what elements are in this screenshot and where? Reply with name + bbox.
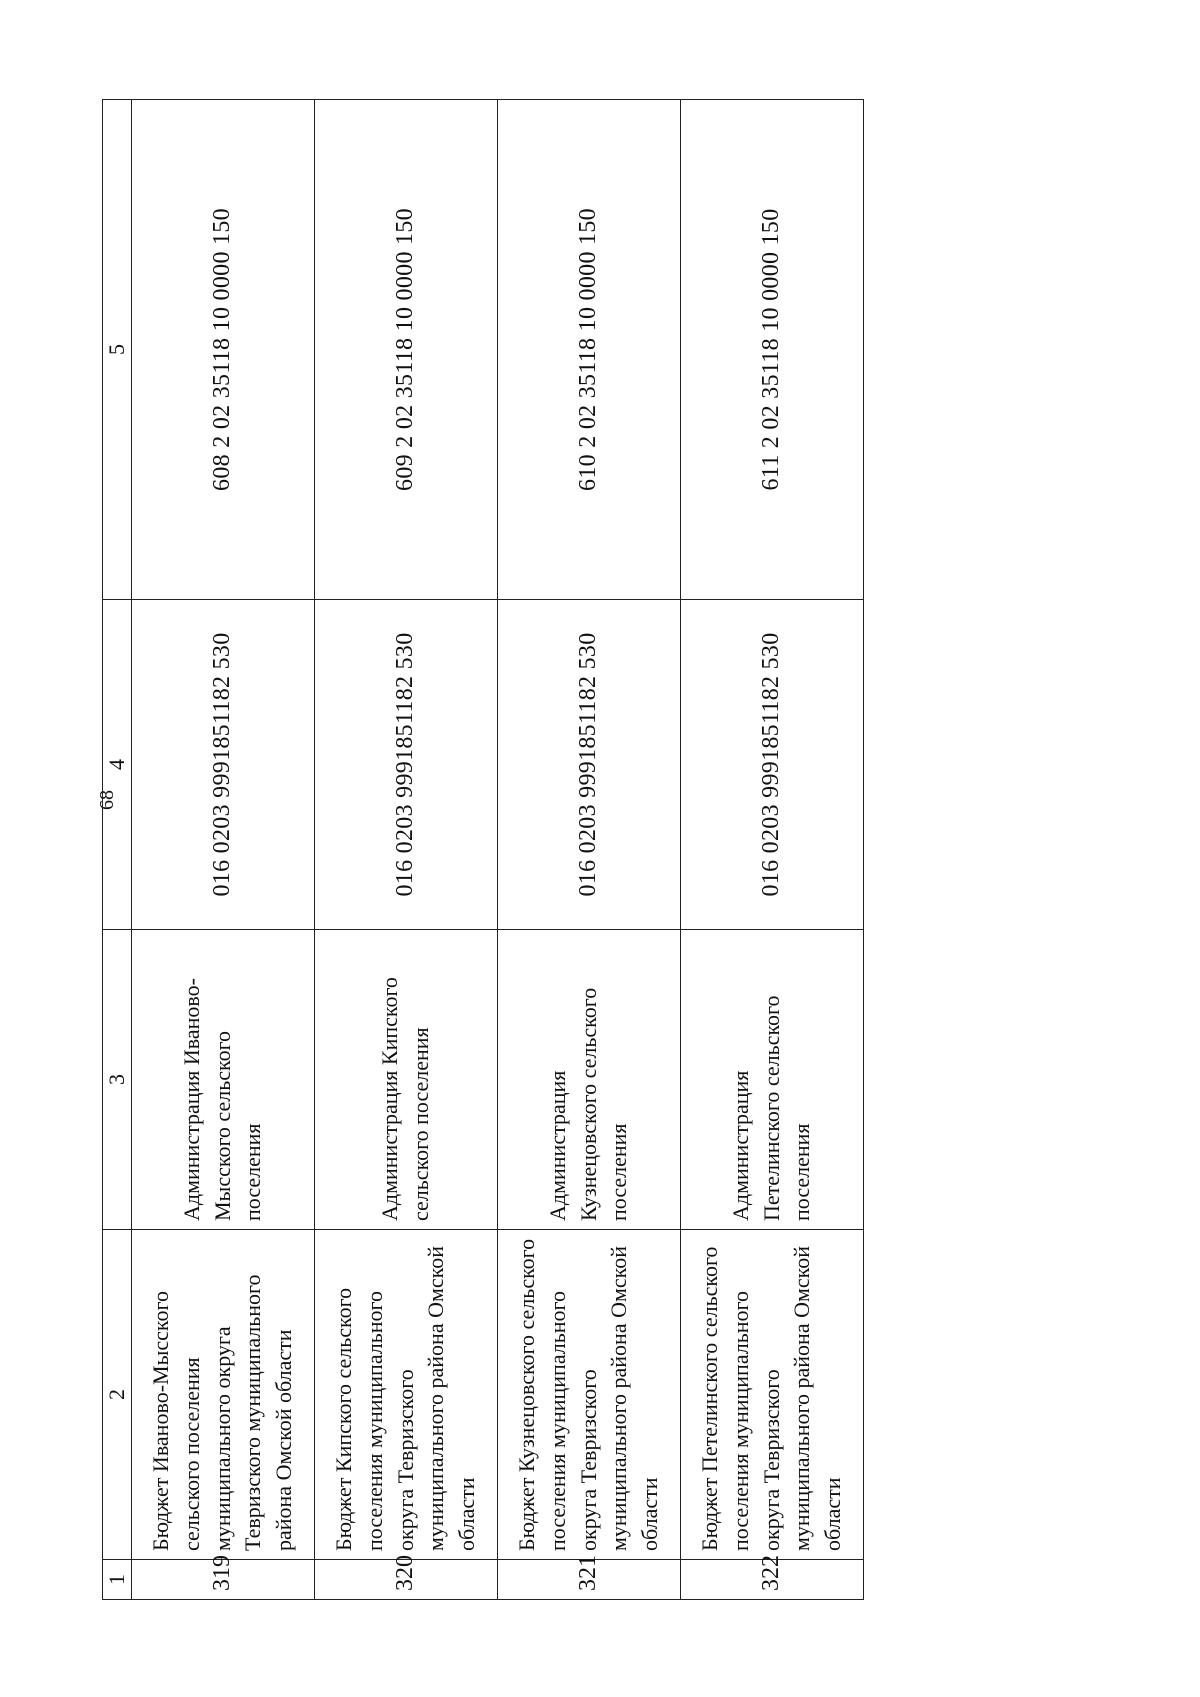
- header-row: [103, 100, 132, 1600]
- header-cell: 1: [103, 1560, 132, 1600]
- row-number: 321: [498, 1560, 681, 1600]
- administrator-name: Администрация Кузнецовского сельского поселения: [498, 930, 681, 1230]
- header-cell: 3: [103, 930, 132, 1230]
- header-cell: 2: [103, 1230, 132, 1560]
- row-number: 319: [132, 1560, 315, 1600]
- revenue-code: 610 2 02 35118 10 0000 150: [498, 100, 681, 600]
- revenue-code: 608 2 02 35118 10 0000 150: [132, 100, 315, 600]
- budget-name: Бюджет Кузнецовского сельского поселения муниципального округа Тевризского муниципального района Омской области: [498, 1230, 681, 1560]
- budget-name: Бюджет Кипского сельского поселения муниципального округа Тевризского муниципального района Омской области: [315, 1230, 498, 1560]
- expense-code: 016 0203 9991851182 530: [498, 600, 681, 930]
- expense-code: 016 0203 9991851182 530: [132, 600, 315, 930]
- budget-table: [102, 99, 864, 1600]
- budget-name: Бюджет Иваново-Мысского сельского поселения муниципального округа Тевризского муниципального района Омской области: [132, 1230, 315, 1560]
- page-number: 68: [96, 790, 118, 810]
- table-row: [498, 100, 681, 1600]
- administrator-name: Администрация Петелинского сельского поселения: [681, 930, 864, 1230]
- administrator-name: Администрация Кипского сельского поселения: [315, 930, 498, 1230]
- row-number: 322: [681, 1560, 864, 1600]
- expense-code: 016 0203 9991851182 530: [681, 600, 864, 930]
- revenue-code: 609 2 02 35118 10 0000 150: [315, 100, 498, 600]
- budget-name: Бюджет Петелинского сельского поселения муниципального округа Тевризского муниципального района Омской области: [681, 1230, 864, 1560]
- revenue-code: 611 2 02 35118 10 0000 150: [681, 100, 864, 600]
- table-row: [315, 100, 498, 1600]
- row-number: 320: [315, 1560, 498, 1600]
- header-cell: 4: [103, 600, 132, 930]
- table-row: [132, 100, 315, 1600]
- expense-code: 016 0203 9991851182 530: [315, 600, 498, 930]
- header-cell: 5: [103, 100, 132, 600]
- administrator-name: Администрация Иваново-Мысского сельского поселения: [132, 930, 315, 1230]
- rotated-table-container: [102, 0, 962, 1600]
- table-row: [681, 100, 864, 1600]
